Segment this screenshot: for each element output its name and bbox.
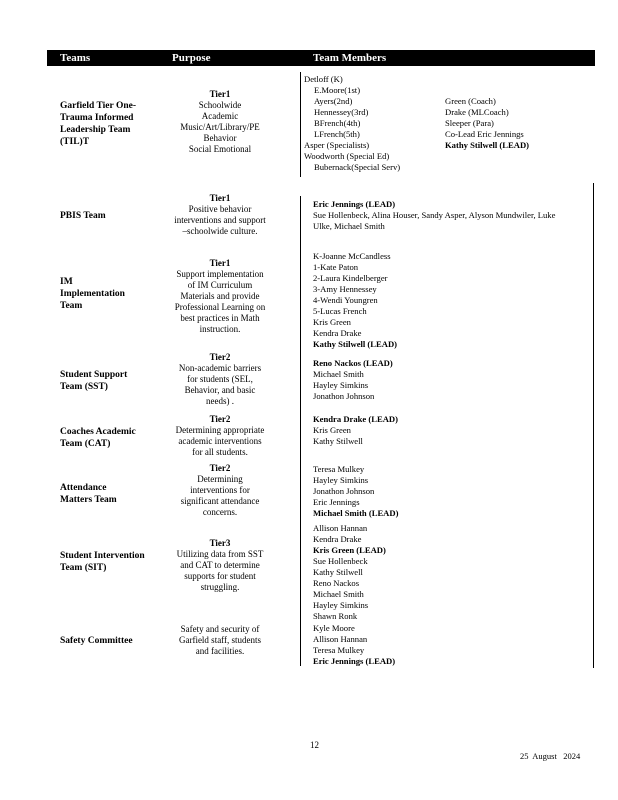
- team-members: Eric Jennings (LEAD) Sue Hollenbeck, Alina Houser, Sandy Asper, Alyson Mundwiler, Luke Ulke, Michael Smith: [313, 199, 556, 231]
- team-purpose: Tier2 Determining appropriate academic interventions for all students.: [175, 414, 265, 457]
- team-purpose: Safety and security of Garfield staff, students and facilities.: [178, 624, 262, 656]
- team-members: Reno Nackos (LEAD) Michael Smith Hayley Simkins Jonathon Johnson: [313, 358, 393, 401]
- team-purpose: Tier2 Determining interventions for significant attendance concerns.: [180, 463, 260, 517]
- team-members: Kyle Moore Allison Hannan Teresa Mulkey Eric Jennings (LEAD): [313, 623, 396, 666]
- team-title: IM Implementation Team: [60, 277, 125, 311]
- team-members: Allison Hannan Kendra Drake Kris Green (LEAD) Sue Hollenbeck Kathy Stilwell Reno Nackos Michael Smith Hayley Simkins Shawn Ronk: [313, 523, 386, 621]
- header-purpose: Purpose: [172, 52, 211, 64]
- team-purpose: Tier2 Non-academic barriers for students (SEL, Behavior, and basic needs) .: [178, 352, 262, 406]
- team-title: Attendance Matters Team: [60, 483, 117, 505]
- document-date: 25 August 2024: [520, 751, 581, 761]
- header-teams: Teams: [60, 52, 91, 64]
- team-members: K-Joanne McCandless 1-Kate Paton 2-Laura Kindelberger 3-Amy Hennessey 4-Wendi Youngren 5-Lucas French Kris Green Kendra Drake Kathy Stilwell (LEAD): [313, 251, 398, 349]
- column-divider: [300, 196, 301, 666]
- team-members-right: Green (Coach) Drake (MLCoach) Sleeper (Para) Co-Lead Eric Jennings Kathy Stilwell (LEAD): [445, 96, 530, 150]
- column-divider: [300, 72, 301, 177]
- team-title: Coaches Academic Team (CAT): [60, 427, 136, 449]
- team-title: Student Intervention Team (SIT): [60, 551, 145, 573]
- page-number: 12: [310, 740, 319, 750]
- team-members: Teresa Mulkey Hayley Simkins Jonathon Johnson Eric Jennings Michael Smith (LEAD): [313, 464, 399, 518]
- team-title: Safety Committee: [60, 636, 133, 646]
- team-title: Student Support Team (SST): [60, 370, 128, 392]
- team-purpose: Tier1 Support implementation of IM Curriculum Materials and provide Professional Learning on best practices in Math instruction.: [174, 258, 266, 334]
- team-purpose: Tier1 Positive behavior interventions and support –schoolwide culture.: [174, 193, 266, 236]
- team-title: Garfield Tier One-Trauma Informed Leadership Team (TIL)T: [60, 101, 136, 147]
- team-members: Kendra Drake (LEAD) Kris Green Kathy Stilwell: [313, 414, 398, 446]
- header-members: Team Members: [313, 52, 387, 64]
- team-purpose: Tier1 Schoolwide Academic Music/Art/Library/PE Behavior Social Emotional: [180, 89, 260, 154]
- table-header: [47, 50, 595, 66]
- team-members: Detloff (K) E.Moore(1st) Ayers(2nd) Hennessey(3rd) BFrench(4th) LFrench(5th) Asper (Specialists) Woodworth (Special Ed) Bubernack(Special Serv): [304, 74, 401, 172]
- team-purpose: Tier3 Utilizing data from SST and CAT to determine supports for student struggling.: [176, 538, 264, 592]
- column-divider-right: [593, 183, 594, 668]
- team-title: PBIS Team: [60, 211, 106, 221]
